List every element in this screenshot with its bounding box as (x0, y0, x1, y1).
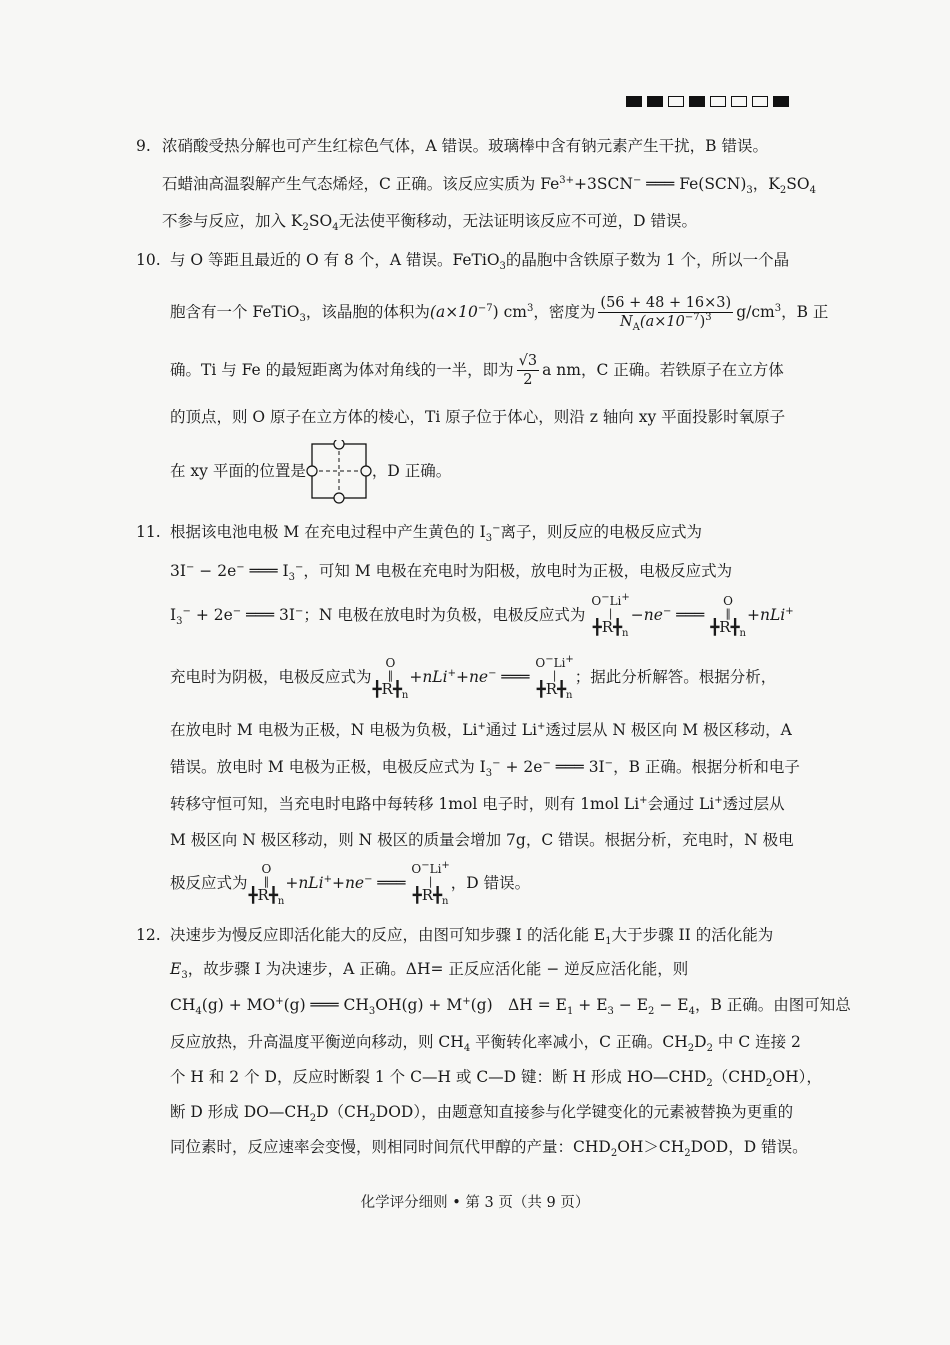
fraction-numerator: √3 (518, 353, 538, 369)
text: ，该晶胞的体积为 (305, 303, 430, 321)
q11-line-2: 3I− − 2e− ═══ $I_3^-$，可知 M 电极在充电时为阳极，放电时为正极，电极反应式为 (170, 561, 733, 584)
text: O (535, 656, 546, 670)
oxygen-atom-icon (334, 440, 344, 449)
question-number-9: 9. (136, 137, 151, 155)
header-mark (668, 96, 684, 107)
text: + E (573, 996, 608, 1014)
text: 3I (588, 758, 605, 776)
polymer-alkoxide: O−Li+ | $╋R╋_n$ (535, 654, 574, 701)
text: 的晶胞中含铁原子数为 1 个，所以一个晶 (505, 251, 790, 269)
text: (a×10 (639, 314, 685, 330)
text: CH (343, 996, 369, 1014)
text: （CHD (712, 1068, 767, 1086)
q12-line-3: $CH_4(g) + MO^+(g)$ ═══ $CH_3OH(g) + M^+(g)$ $\Delta H = E_1 + E_3 - E_2 - E_4$，B 正确。由图可知总 (170, 995, 851, 1018)
text: +nLi (409, 668, 448, 686)
text: 充电时为阴极，电极反应式为 (170, 668, 372, 686)
header-mark (689, 96, 705, 107)
text: ，B 正确。由图可知总 (694, 996, 851, 1014)
text: 断 D 形成 DO—CH (170, 1103, 310, 1121)
text: ，B 正 (781, 303, 829, 321)
text: −ne (630, 606, 663, 624)
q9-line-3: 不参与反应，加入 $K_2SO_4$无法使平衡移动，无法证明该反应不可逆，D 错误。 (162, 212, 697, 234)
text: ，D 错误。 (450, 874, 531, 892)
distance-fraction (517, 353, 539, 389)
header-mark (647, 96, 663, 107)
text: + 2e (190, 606, 233, 624)
text: 极反应式为 (170, 874, 248, 892)
text: 决速步为慢反应即活化能大的反应，由图可知步骤 I 的活化能 E (170, 926, 606, 944)
fraction-numerator: (56 + 48 + 16×3) (600, 295, 732, 311)
text: ，B 正确。根据分析和电子 (613, 758, 800, 776)
polymer-ketone: O ‖ $╋R╋_n$ (372, 656, 409, 701)
q12-line-1: 决速步为慢反应即活化能大的反应，由图可知步骤 I 的活化能 $E_1$大于步骤 II 的活化能为 (170, 926, 774, 948)
q9-line-2: 石蜡油高温裂解产生气态烯烃，C 正确。该反应实质为 $Fe^{3+}+3SCN^-$ ═══ $Fe(SCN)_3$，$K_2SO_4$ (162, 174, 816, 197)
text: I (170, 606, 177, 624)
question-number-10: 10. (136, 251, 161, 269)
text: +ne (331, 874, 365, 892)
text: OH）， (772, 1068, 822, 1086)
text: D（CH (316, 1103, 370, 1121)
text: 石蜡油高温裂解产生气态烯烃，C 正确。该反应实质为 Fe (162, 175, 560, 193)
text: SO (308, 212, 333, 230)
text: N (619, 314, 633, 330)
header-mark (773, 96, 789, 107)
text: (g) + MO (201, 996, 276, 1014)
text: O (411, 862, 422, 876)
text: 根据该电池电极 M 在充电过程中产生黄色的 I (170, 523, 486, 541)
text: − 2e (194, 562, 237, 580)
text: 无法使平衡移动，无法证明该反应不可逆，D 错误。 (338, 212, 697, 230)
q12-line-4: 反应放热，升高温度平衡逆向移动，则 $CH_4$ 平衡转化率减小，C 正确。$CH_2D_2$ 中 C 连接 2 (170, 1033, 801, 1055)
text: ) cm (492, 303, 528, 321)
q12-line-6: 断 D 形成 $DO—CH_2D(CH_2DOD)$，由题意知直接参与化学键变化的元素被替换为更重的 (170, 1103, 794, 1125)
text: 错误。放电时 M 电极为正极，电极反应式为 I (170, 758, 486, 776)
text: O (723, 594, 734, 608)
text: +nLi (747, 606, 786, 624)
text: 确。Ti 与 Fe 的最短距离为体对角线的一半，即为 (170, 361, 514, 379)
oxygen-atom-icon (334, 493, 344, 503)
oxygen-atom-icon (361, 466, 371, 476)
text: R (545, 680, 557, 698)
text: R (257, 886, 269, 904)
text: ，可知 M 电极在充电时为阳极，放电时为正极，电极反应式为 (303, 562, 733, 580)
page-footer: 化学评分细则 • 第 3 页（共 9 页） (360, 1195, 590, 1211)
text: ，密度为 (533, 303, 596, 321)
q11-line-7: 转移守恒可知，当充电时电路中每转移 1mol 电子时，则有 1mol Li+会通过 Li+透过层从 (170, 794, 785, 813)
q11-line-6: 错误。放电时 M 电极为正极，电极反应式为 $I_3^- + 2e^-$ ═══ 3I−，B 正确。根据分析和电子 (170, 757, 800, 780)
fraction-denominator: $N_A(a\times 10^{-7})^3$ (619, 312, 712, 333)
text: Li (609, 594, 622, 608)
text: ，D 正确。 (371, 462, 452, 480)
text: +ne (455, 668, 489, 686)
text: OH(g) + M (375, 996, 463, 1014)
text: 反应放热，升高温度平衡逆向移动，则 CH (170, 1033, 464, 1051)
header-marks (626, 96, 789, 107)
q10-line-1: 与 O 等距且最近的 O 有 8 个，A 错误。FeTiO$_3$的晶胞中含铁原子数为 1 个，所以一个晶 (170, 251, 790, 273)
header-mark (731, 96, 747, 107)
text: 会通过 Li (647, 795, 715, 813)
q10-line-4 (170, 407, 785, 427)
text: 透过层从 N 极区向 M 极区移动，A (545, 721, 792, 739)
text: 的顶点，则 O 原子在立方体的棱心，Ti 原子位于体心，则沿 z 轴向 xy 平面投影时氧原子 (170, 408, 786, 426)
text: ；据此分析解答。根据分析， (574, 668, 777, 686)
header-mark (710, 96, 726, 107)
text: 透过层从 (722, 795, 785, 813)
q11-line-5: 在放电时 M 电极为正极，N 电极为负极，Li+通过 Li+透过层从 N 极区向 M 极区移动，A (170, 720, 792, 739)
text: 离子，则反应的电极反应式为 (500, 523, 703, 541)
q11-line-4: 充电时为阴极，电极反应式为 O ‖ $╋R╋_n$ +nLi++ne− ═══ O−Li+ | $╋R╋_n$ ；据此分析解答。根据分析， (170, 654, 777, 701)
q11-line-9: 极反应式为 O ‖ $╋R╋_n$ +nLi++ne− ═══ O−Li+ | $╋R╋_n$ ，D 错误。 (170, 860, 531, 907)
text: ，K (752, 175, 780, 193)
question-number-12: 12. (136, 926, 161, 944)
text: (g) ΔH = E (470, 996, 567, 1014)
text: 与 O 等距且最近的 O 有 8 个，A 错误。FeTiO (170, 251, 500, 269)
text: − E (654, 996, 689, 1014)
header-mark (752, 96, 768, 107)
text: (a×10 (429, 303, 478, 321)
text: O (591, 594, 602, 608)
text: ；N 电极在放电时为负极，电极反应式为 (303, 606, 586, 624)
q12-line-7: 同位素时，反应速率会变慢，则相同时间氘代甲醇的产量：$CHD_2OH>CH_2DOD$，D 错误。 (170, 1138, 808, 1160)
text: Fe(SCN) (679, 175, 747, 193)
text: 同位素时，反应速率会变慢，则相同时间氘代甲醇的产量：CHD (170, 1138, 611, 1156)
text: O (385, 656, 396, 670)
text: R (719, 618, 731, 636)
text: Li (553, 656, 566, 670)
text: 3I (170, 562, 186, 580)
text: − E (613, 996, 649, 1014)
text: M 极区向 N 极区移动，则 N 极区的质量会增加 7g，C 错误。根据分析，充电时，N 极电 (170, 831, 794, 849)
q11-line-3: $I_3^- + 2e^-$ ═══ 3I−；N 电极在放电时为负极，电极反应式为 O−Li+ | $╋R╋_n$ −ne− ═══ O ‖ $╋R╋_n$ +nLi+ (170, 592, 794, 639)
text: 在 xy 平面的位置是 (170, 462, 306, 480)
text: E (170, 960, 182, 978)
text: 转移守恒可知，当充电时电路中每转移 1mol 电子时，则有 1mol Li (170, 795, 640, 813)
text: R (421, 886, 433, 904)
text: + 2e (500, 758, 543, 776)
text: SO (786, 175, 810, 193)
polymer-ketone: O ‖ $╋R╋_n$ (248, 862, 285, 907)
q12-line-5: 个 H 和 2 个 D，反应时断裂 1 个 C—H 或 C—D 键：断 H 形成 $HO—CHD_2(CHD_2OH)$， (170, 1068, 822, 1090)
question-number-11: 11. (136, 523, 161, 541)
text: DOD，D 错误。 (690, 1138, 808, 1156)
density-fraction (598, 295, 733, 331)
text: (g) (283, 996, 306, 1014)
text: D (694, 1033, 707, 1051)
text: DOD），由题意知直接参与化学键变化的元素被替换为更重的 (375, 1103, 794, 1121)
text: 不参与反应，加入 K (162, 212, 303, 230)
text: 平衡转化率减小，C 正确。CH (470, 1033, 688, 1051)
text: Li (429, 862, 442, 876)
text: 个 H 和 2 个 D，反应时断裂 1 个 C—H 或 C—D 键：断 H 形成 HO—CHD (170, 1068, 707, 1086)
text: 浓硝酸受热分解也可产生红棕色气体，A 错误。玻璃棒中含有钠元素产生干扰，B 错误。 (162, 137, 768, 155)
text: R (601, 618, 613, 636)
q10-line-2: 胞含有一个 FeTiO$_3$，该晶胞的体积为$(a\times 10^{-7})$ $cm^3$，密度为 $\frac{(56 + 48 + 16\times 3)}{N_A(a\times 10^{-7})^3}$ $g/cm^3$，B 正 (170, 295, 829, 333)
text: +3SCN (574, 175, 633, 193)
fraction-denominator: 2 (523, 372, 533, 388)
text: 大于步骤 II 的活化能为 (611, 926, 774, 944)
text: 通过 Li (485, 721, 538, 739)
polymer-alkoxide: O−Li+ | $╋R╋_n$ (591, 592, 630, 639)
text: I (282, 562, 289, 580)
q12-line-2: $E_3$，故步骤 I 为决速步，A 正确。ΔH= 正反应活化能 − 逆反应活化能，则 (170, 960, 689, 982)
text: 胞含有一个 FeTiO (170, 303, 300, 321)
q9-line-1 (162, 136, 768, 156)
text: 3I (279, 606, 296, 624)
q11-line-1: 根据该电池电极 M 在充电过程中产生黄色的 $I_3^-$离子，则反应的电极反应式为 (170, 522, 703, 545)
text: +nLi (285, 874, 324, 892)
text: a nm，C 正确。若铁原子在立方体 (542, 361, 784, 379)
text: 在放电时 M 电极为正极，N 电极为负极，Li (170, 721, 478, 739)
text: CH (170, 996, 196, 1014)
projection-diagram (306, 440, 372, 504)
header-mark (626, 96, 642, 107)
q10-line-3 (170, 350, 784, 390)
text: g/cm (736, 303, 775, 321)
polymer-alkoxide: O−Li+ | $╋R╋_n$ (411, 860, 450, 907)
oxygen-atom-icon (307, 466, 317, 476)
text: R (381, 680, 393, 698)
text: OH＞CH (617, 1138, 685, 1156)
text: ，故步骤 I 为决速步，A 正确。ΔH= 正反应活化能 − 逆反应活化能，则 (187, 960, 689, 978)
text: O (261, 862, 272, 876)
text: 中 C 连接 2 (712, 1033, 801, 1051)
polymer-ketone: O ‖ $╋R╋_n$ (710, 594, 746, 639)
q10-line-5 (170, 440, 451, 504)
q11-line-8 (170, 830, 794, 850)
